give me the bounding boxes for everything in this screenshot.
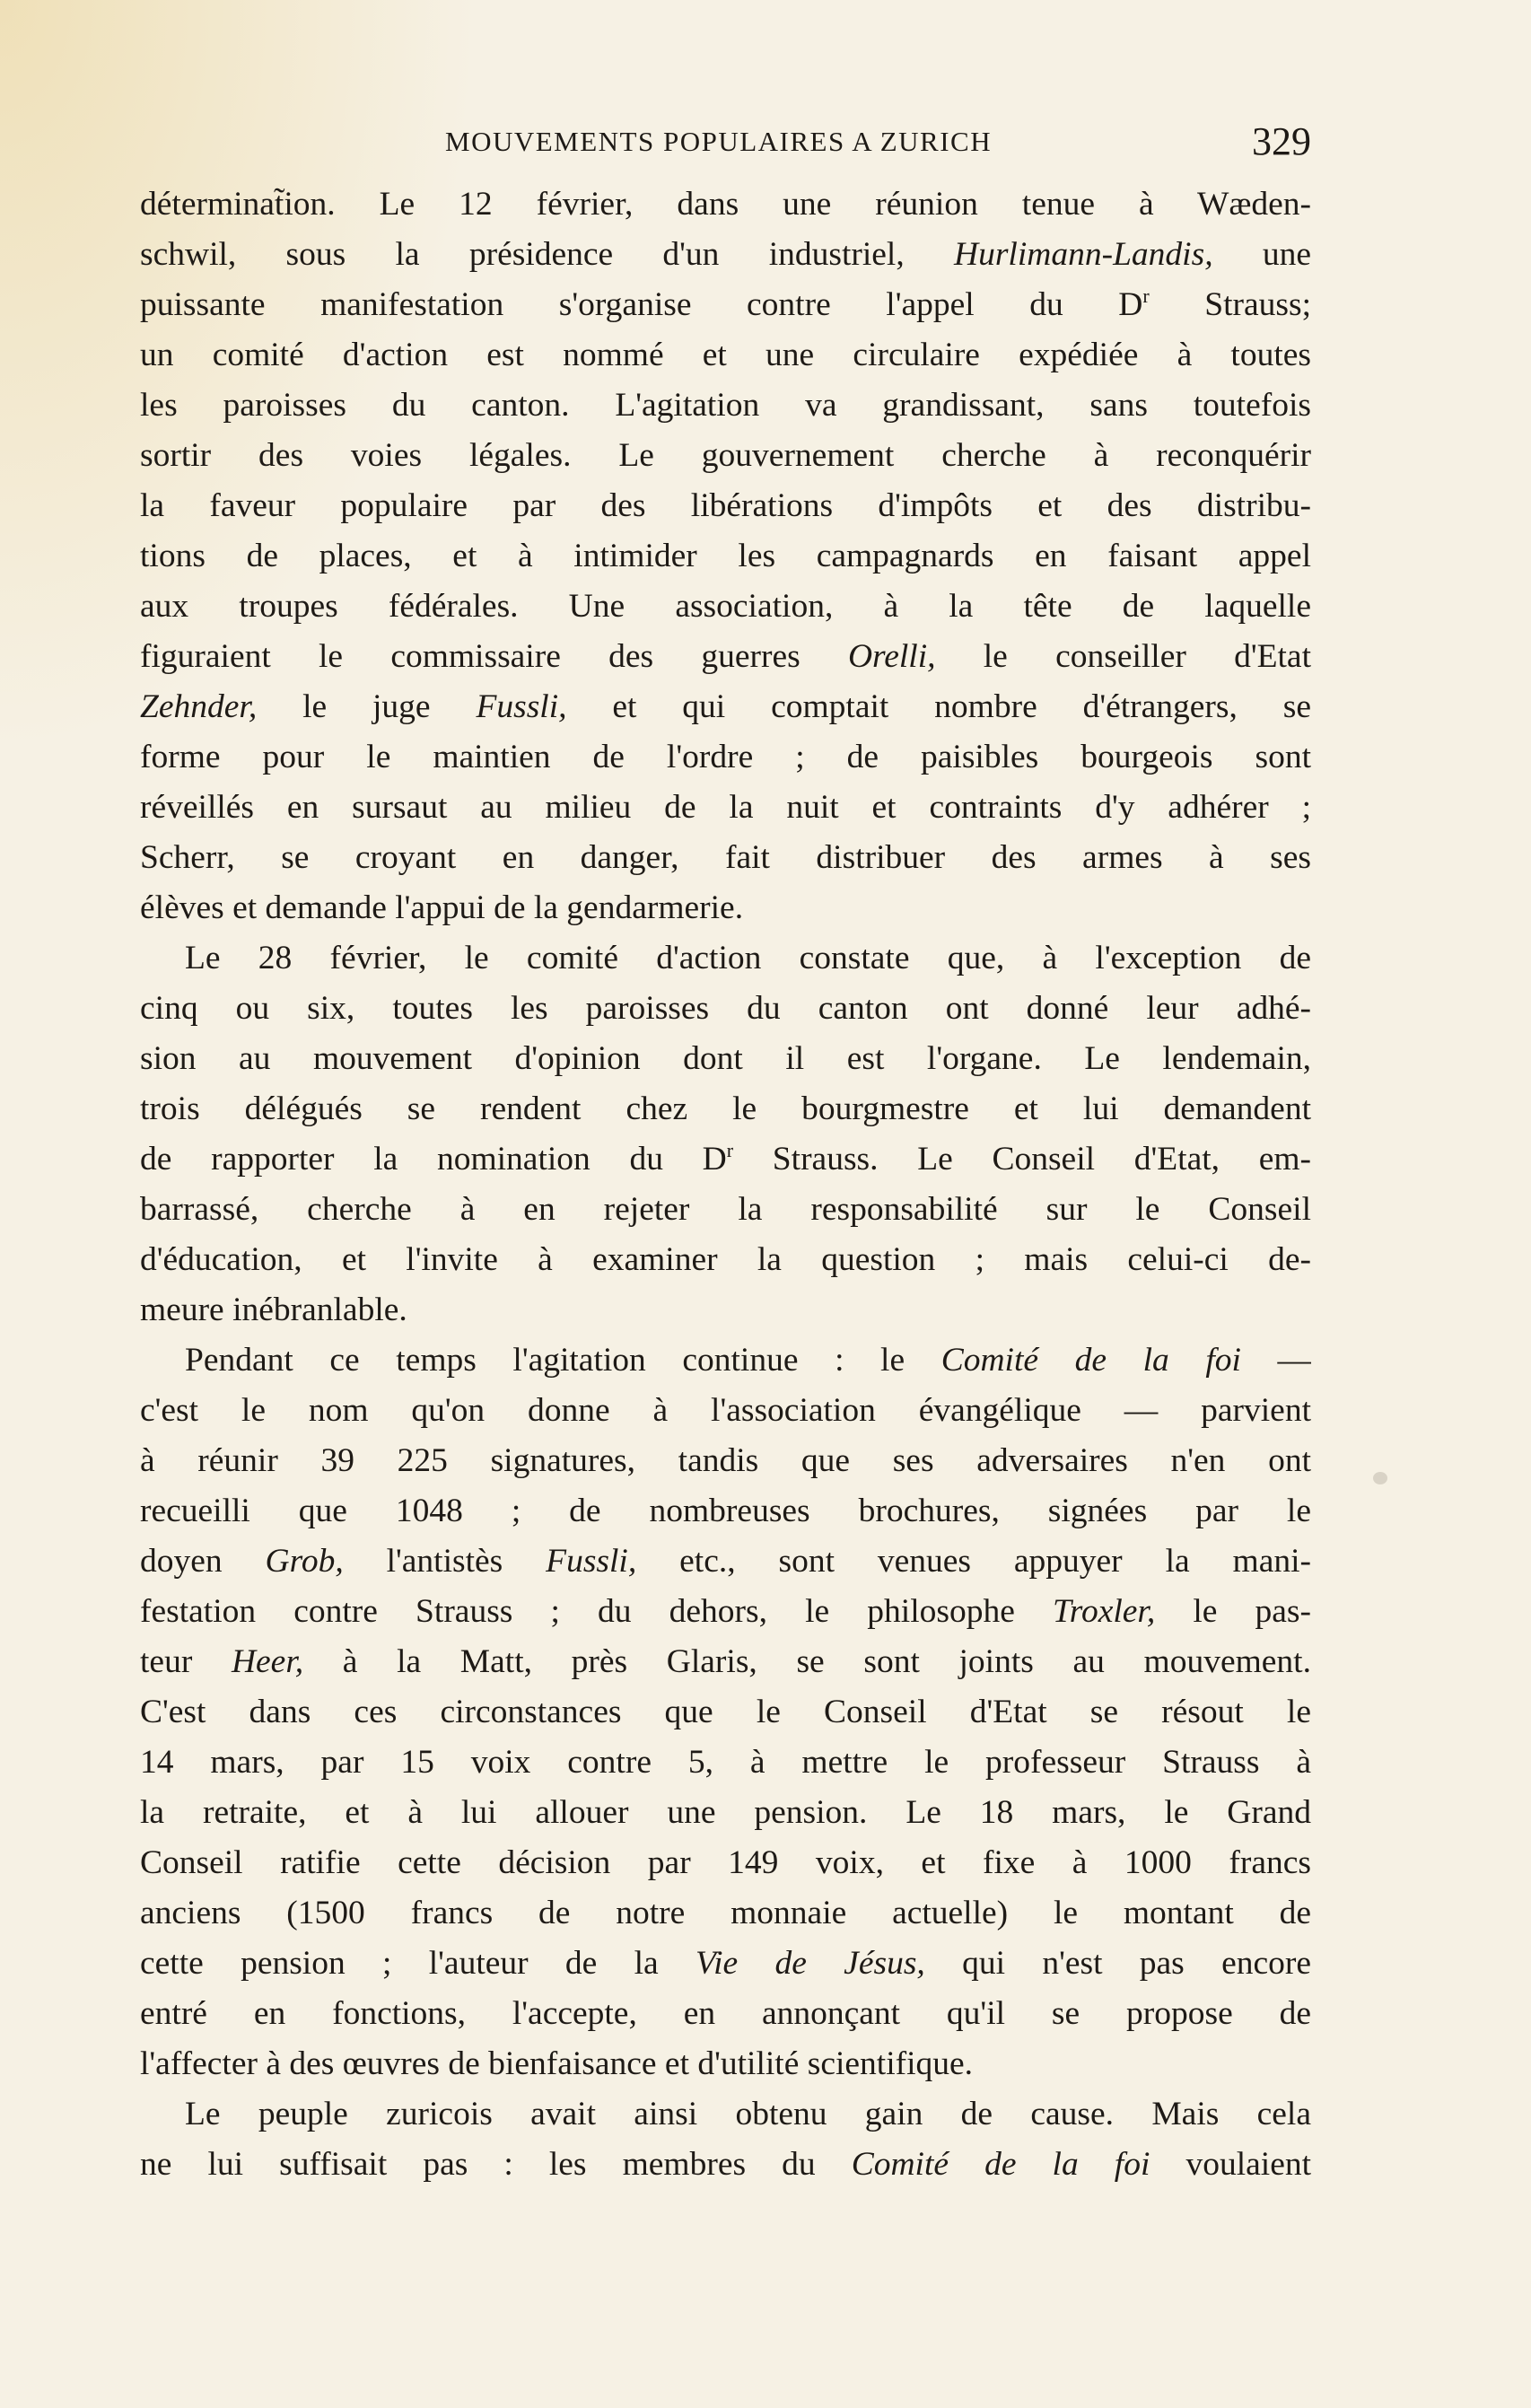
text-line-29: festation contre Strauss ; du dehors, le philosophe Troxler, le pas- — [140, 1593, 1311, 1630]
text-line-28: doyen Grob, l'antistès Fussli, etc., sont venues appuyer la mani- — [140, 1543, 1311, 1580]
italic-name: Heer, — [231, 1643, 304, 1680]
italic-name: Orelli, — [847, 638, 936, 675]
text-line-21: barrassé, cherche à en rejeter la responsabilité sur le Conseil — [140, 1191, 1311, 1228]
body-text — [140, 180, 1311, 2190]
superscript: r — [1142, 285, 1150, 307]
text-line-10: figuraient le commissaire des guerres Orelli, le conseiller d'Etat — [140, 638, 1311, 675]
text-line-37: entré en fonctions, l'accepte, en annonçant qu'il se propose de — [140, 1995, 1311, 2032]
italic-name: Fussli, — [546, 1543, 637, 1580]
text-line-36: cette pension ; l'auteur de la Vie de Jésus, qui n'est pas encore — [140, 1945, 1311, 1982]
text-line-9: aux troupes fédérales. Une association, à la tête de laquelle — [140, 588, 1311, 625]
text-line-16: Le 28 février, le comité d'action constate que, à l'exception de — [185, 940, 1311, 976]
superscript: r — [726, 1139, 734, 1161]
italic-name: Grob, — [265, 1543, 344, 1580]
text-line-22: d'éducation, et l'invite à examiner la question ; mais celui-ci de- — [140, 1241, 1311, 1278]
text-line-38: l'affecter à des œuvres de bienfaisance et d'utilité scientifique. — [140, 2045, 974, 2082]
text-line-3: puissante manifestation s'organise contre l'appel du $D^r$ Strauss; — [140, 285, 1311, 323]
running-head — [140, 118, 1311, 172]
text-line-24: Pendant ce temps l'agitation continue : le Comité de la foi — — [185, 1342, 1311, 1379]
text-line-8: tions de places, et à intimider les campagnards en faisant appel — [140, 538, 1311, 574]
italic-name: Comité de la foi — [851, 2146, 1150, 2183]
italic-name: Troxler, — [1052, 1593, 1156, 1630]
italic-name: Hurlimann-Landis, — [954, 236, 1213, 273]
text-line-2: schwil, sous la présidence d'un industriel, Hurlimann-Landis, une — [140, 236, 1311, 273]
text-line-34: Conseil ratifie cette décision par 149 voix, et fixe à 1000 francs — [140, 1844, 1311, 1881]
text-line-19: trois délégués se rendent chez le bourgmestre et lui demandent — [140, 1090, 1311, 1127]
text-line-25: c'est le nom qu'on donne à l'association évangélique — parvient — [140, 1392, 1311, 1429]
text-line-4: un comité d'action est nommé et une circulaire expédiée à toutes — [140, 337, 1311, 373]
text-line-17: cinq ou six, toutes les paroisses du canton ont donné leur adhé- — [140, 990, 1311, 1027]
text-line-14: Scherr, se croyant en danger, fait distribuer des armes à ses — [140, 839, 1311, 876]
italic-name: Fussli, — [476, 688, 567, 725]
italic-name: Vie de Jésus, — [696, 1945, 925, 1982]
italic-name: Zehnder, — [140, 688, 258, 725]
text-line-32: 14 mars, par 15 voix contre 5, à mettre le professeur Strauss à — [140, 1744, 1311, 1781]
text-line-35: anciens (1500 francs de notre monnaie actuelle) le montant de — [140, 1895, 1311, 1931]
text-line-11: Zehnder, le juge Fussli, et qui comptait nombre d'étrangers, se — [140, 688, 1311, 725]
text-line-39: Le peuple zuricois avait ainsi obtenu gain de cause. Mais cela — [185, 2096, 1311, 2132]
text-line-23: meure inébranlable. — [140, 1292, 407, 1328]
text-line-31: C'est dans ces circonstances que le Conseil d'Etat se résout le — [140, 1694, 1311, 1730]
text-line-13: réveillés en sursaut au milieu de la nuit et contraints d'y adhérer ; — [140, 789, 1311, 826]
text-line-33: la retraite, et à lui allouer une pension. Le 18 mars, le Grand — [140, 1794, 1311, 1831]
text-line-7: la faveur populaire par des libérations d'impôts et des distribu- — [140, 487, 1311, 524]
page-number: 329 — [1252, 119, 1311, 163]
text-line-27: recueilli que 1048 ; de nombreuses brochures, signées par le — [140, 1493, 1311, 1529]
text-line-18: sion au mouvement d'opinion dont il est l'organe. Le lendemain, — [140, 1040, 1311, 1077]
text-line-15: élèves et demande l'appui de la gendarmerie. — [140, 889, 744, 926]
text-line-40: ne lui suffisait pas : les membres du Comité de la foi voulaient — [140, 2146, 1311, 2183]
text-line-30: teur Heer, à la Matt, près Glaris, se sont joints au mouvement. — [140, 1643, 1311, 1680]
italic-name: Comité de la foi — [940, 1342, 1241, 1379]
text-line-1: déterminat̃ion. Le 12 février, dans une réunion tenue à Wæden- — [140, 186, 1311, 223]
paper-speck — [1373, 1472, 1387, 1484]
text-line-5: les paroisses du canton. L'agitation va grandissant, sans toutefois — [140, 387, 1311, 424]
text-line-20: de rapporter la nomination du $D^r$ Strauss. Le Conseil d'Etat, em- — [140, 1139, 1311, 1178]
text-line-6: sortir des voies légales. Le gouvernement cherche à reconquérir — [140, 437, 1311, 474]
book-page — [140, 0, 1311, 2408]
text-line-26: à réunir 39 225 signatures, tandis que ses adversaires n'en ont — [140, 1442, 1311, 1479]
text-line-12: forme pour le maintien de l'ordre ; de paisibles bourgeois sont — [140, 739, 1311, 775]
running-title: MOUVEMENTS POPULAIRES A ZURICH — [445, 126, 993, 157]
